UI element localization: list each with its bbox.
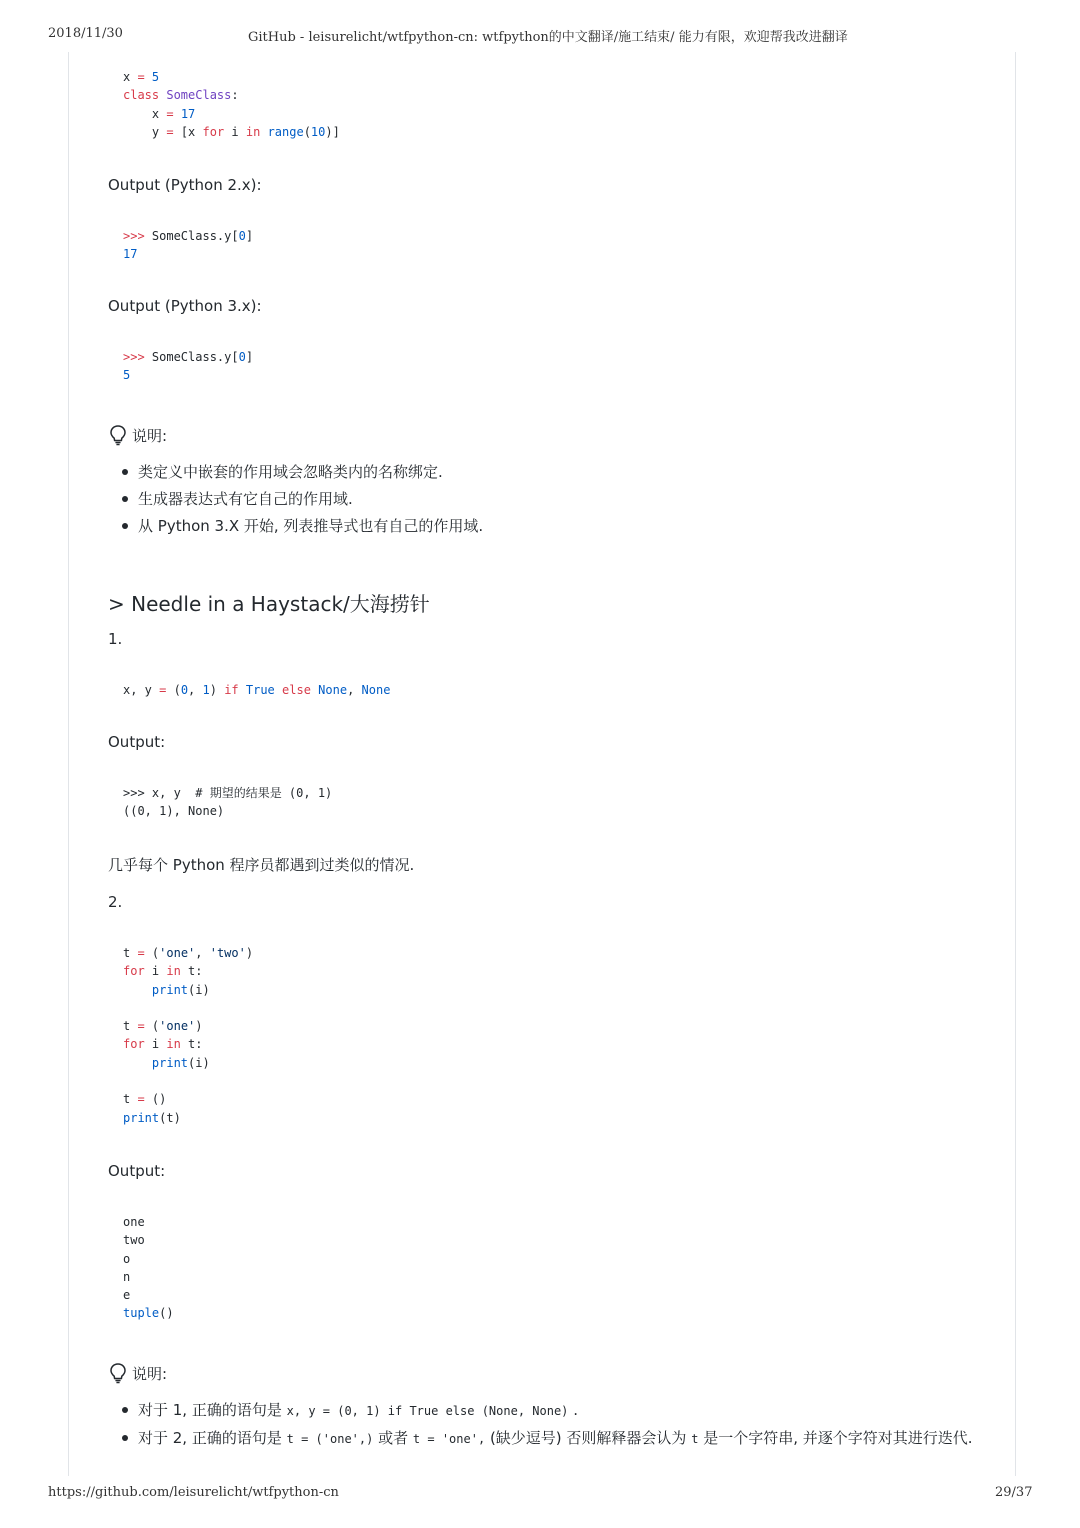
remark-text: 几乎每个 Python 程序员都遇到过类似的情况. — [108, 856, 415, 874]
output-py2-label: Output (Python 2.x): — [108, 176, 262, 194]
content-frame — [68, 52, 1016, 1476]
code-block-output-py3: >>> SomeClass.y[0] 5 — [123, 350, 254, 383]
list-item: 类定义中嵌套的作用域会忽略类内的名称绑定. — [120, 461, 980, 483]
section-heading: > Needle in a Haystack/大海捞针 — [108, 592, 430, 616]
code-block-someclass — [123, 68, 340, 141]
note-heading-2 — [108, 1362, 167, 1384]
list-item: 从 Python 3.X 开始, 列表推导式也有自己的作用域. — [120, 515, 980, 537]
note-list-1 — [120, 461, 980, 542]
code-line: y = [x for i in range(10)] — [123, 124, 340, 139]
list-item: 生成器表达式有它自己的作用域. — [120, 488, 980, 510]
print-page-title: GitHub - leisurelicht/wtfpython-cn: wtfpython的中文翻译/施工结束/ 能力有限，欢迎帮我改进翻译 — [248, 30, 848, 45]
output-label-2: Output: — [108, 1162, 166, 1180]
inline-code: x, y = (0, 1) if True else (None, None) — [286, 1404, 569, 1418]
page-number: 29/37 — [995, 1485, 1033, 1500]
code-block-needle-1: x, y = (0, 1) if True else None, None — [123, 683, 391, 697]
code-line: class SomeClass: — [123, 88, 239, 103]
note-list-2 — [120, 1399, 980, 1455]
code-line: ((0, 1), None) — [123, 804, 225, 819]
inline-code: t — [691, 1432, 699, 1446]
code-block-output-2: one two o n e tuple() — [123, 1215, 174, 1321]
code-line: x = 5 — [123, 70, 160, 84]
print-url: https://github.com/leisurelicht/wtfpython-cn — [48, 1485, 339, 1500]
print-date: 2018/11/30 — [48, 26, 123, 41]
item-number-1: 1. — [108, 630, 123, 648]
output-label-1: Output: — [108, 733, 166, 751]
inline-code: t = 'one', — [412, 1432, 486, 1446]
list-item: 对于 1, 正确的语句是 x, y = (0, 1) if True else (None, None) . — [120, 1399, 980, 1422]
code-block-output-1 — [123, 784, 332, 821]
note-label: 说明: — [132, 426, 168, 445]
item-number-2: 2. — [108, 893, 123, 911]
note-label: 说明: — [132, 1364, 168, 1383]
note-heading-1 — [108, 424, 167, 446]
code-line: >>> x, y # 期望的结果是 (0, 1) — [123, 786, 333, 800]
output-py3-label: Output (Python 3.x): — [108, 297, 262, 315]
code-block-needle-2: t = ('one', 'two') for i in t: print(i) t = ('one') for i in t: print(i) t = () print(t) — [123, 946, 254, 1125]
lightbulb-icon — [108, 1362, 128, 1384]
lightbulb-icon — [108, 424, 128, 446]
list-item: 对于 2, 正确的语句是 t = ('one',) 或者 t = 'one', (缺少逗号) 否则解释器会认为 t 是一个字符串, 并逐个字符对其进行迭代. — [120, 1427, 980, 1450]
code-block-output-py2: >>> SomeClass.y[0] 17 — [123, 229, 254, 262]
code-line: x = 17 — [123, 106, 196, 121]
inline-code: t = ('one',) — [286, 1432, 374, 1446]
